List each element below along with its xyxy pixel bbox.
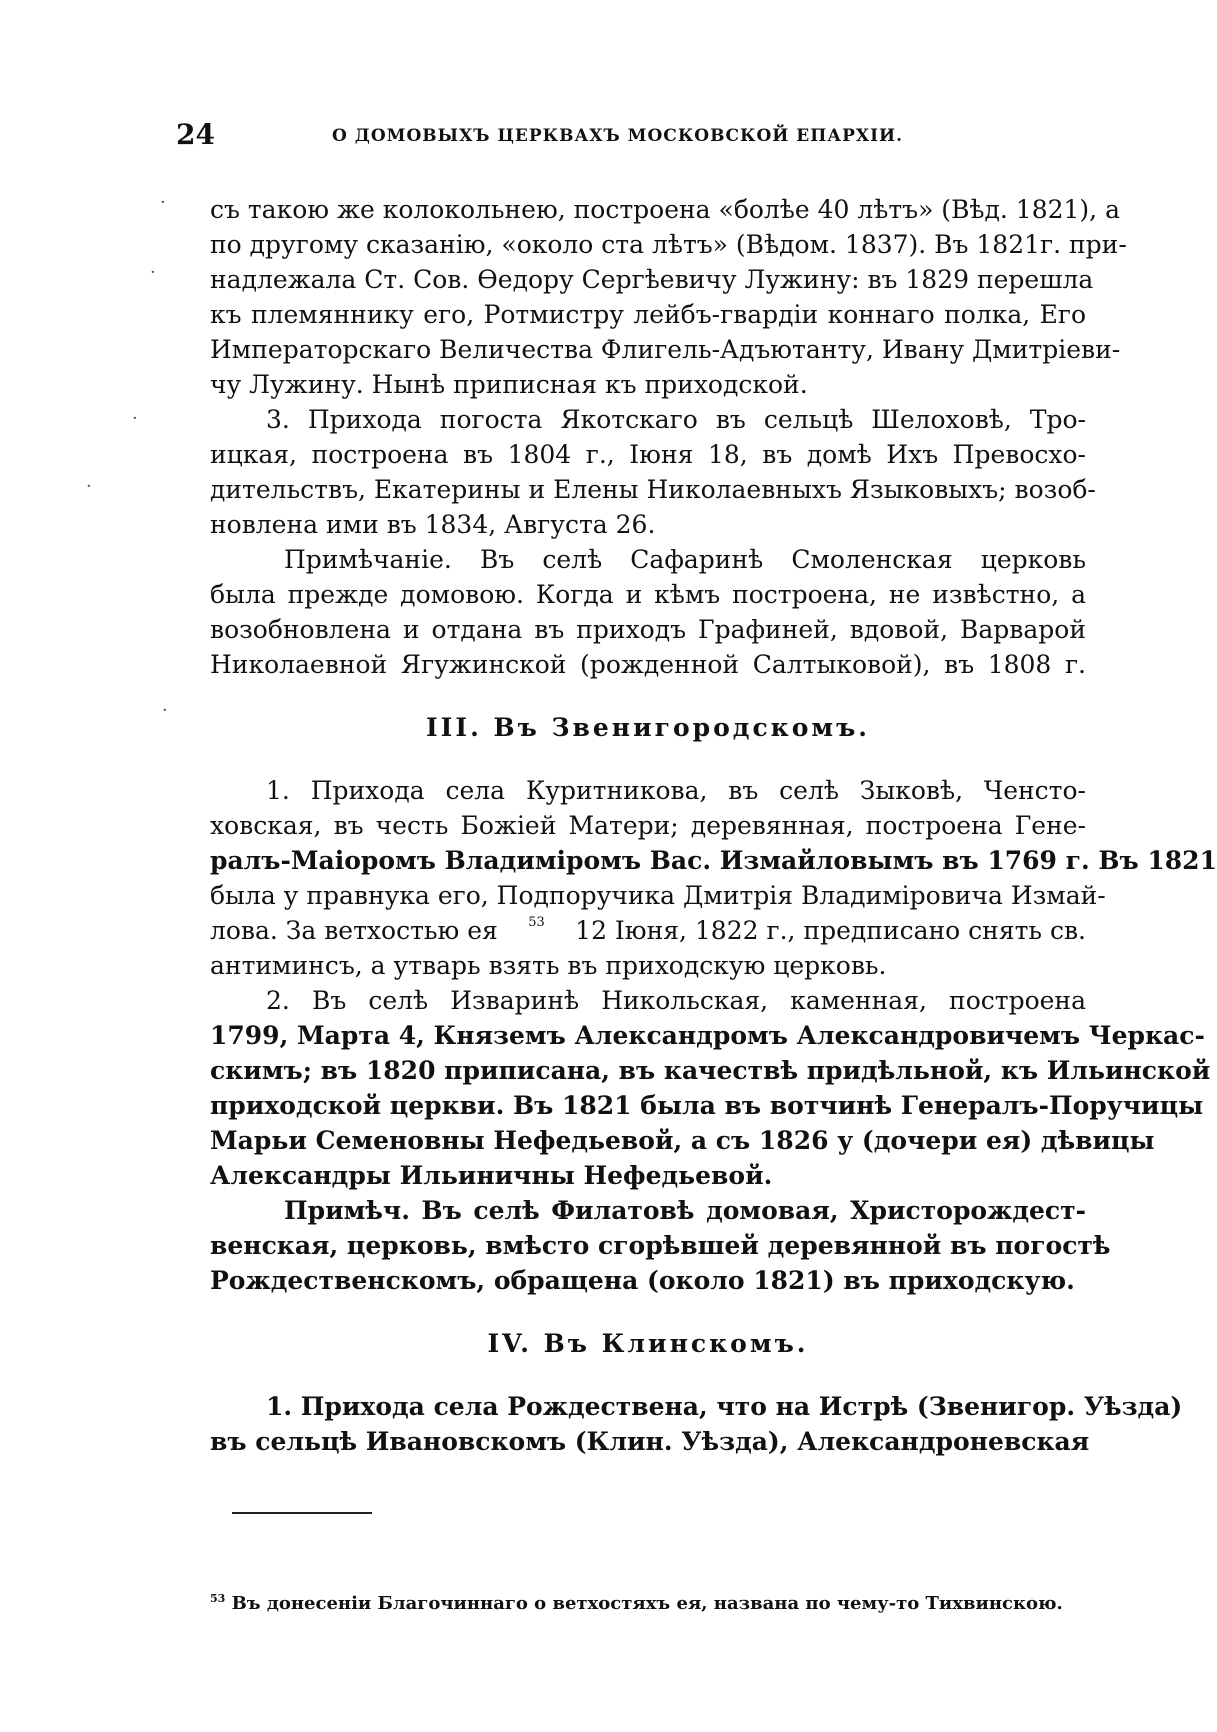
text-line: новлена ими въ 1834, Августа 26. bbox=[210, 510, 656, 539]
note-line: Рождественскомъ, обращена (около 1821) въ приходскую. bbox=[210, 1266, 1075, 1295]
text-line: приходской церкви. Въ 1821 была въ вотчинѣ Генералъ-Поручицы bbox=[210, 1091, 1204, 1120]
text-line: 1. Прихода села Куритникова, въ селѣ Зыковѣ, Ченсто- bbox=[266, 776, 1086, 805]
text-line: ховская, въ честь Божіей Матери; деревянная, построена Гене- bbox=[210, 811, 1086, 840]
text-line: чу Лужину. Нынѣ приписная къ приходской. bbox=[210, 370, 808, 399]
note-line: Примѣчаніе. Въ селѣ Сафаринѣ Смоленская церковь bbox=[284, 545, 1086, 574]
text-line: Александры Ильиничны Нефедьевой. bbox=[210, 1161, 773, 1190]
text-line: антиминсъ, а утварь взять въ приходскую церковь. bbox=[210, 951, 887, 980]
text-line: дительствъ, Екатерины и Елены Николаевныхъ Языковыхъ; возоб- bbox=[210, 475, 1096, 504]
text-line: была у правнука его, Подпоручика Дмитрія Владиміровича Измай- bbox=[210, 881, 1106, 910]
text-line: ицкая, построена въ 1804 г., Іюня 18, въ домѣ Ихъ Превосхо- bbox=[210, 440, 1086, 469]
margin-mark: · bbox=[150, 262, 156, 283]
running-title: О ДОМОВЫХЪ ЦЕРКВАХЪ МОСКОВСКОЙ ЕПАРХІИ. bbox=[332, 126, 904, 146]
footnote-text: Въ донесеніи Благочиннаго о ветхостяхъ ея, названа по чему-то Тихвинскою. bbox=[231, 1593, 1063, 1614]
text-line: по другому сказанію, «около ста лѣтъ» (Вѣдом. 1837). Въ 1821г. при- bbox=[210, 230, 1127, 259]
text-line: 2. Въ селѣ Изваринѣ Никольская, каменная, построена bbox=[266, 986, 1086, 1015]
footnote-reference: 53 bbox=[528, 915, 545, 930]
body-text bbox=[210, 192, 1217, 1459]
text-line: скимъ; въ 1820 приписана, въ качествѣ придѣльной, къ Ильинской bbox=[210, 1056, 1211, 1085]
text-line: 3. Прихода погоста Якотскаго въ сельцѣ Шелоховѣ, Тро- bbox=[266, 405, 1086, 434]
text-line: Марьи Семеновны Нефедьевой, а съ 1826 у (дочери ея) дѣвицы bbox=[210, 1126, 1155, 1155]
text-line: надлежала Ст. Сов. Ѳедору Сергѣевичу Лужину: въ 1829 перешла bbox=[210, 265, 1094, 294]
text-line-with-footnote-ref bbox=[210, 913, 1086, 948]
margin-mark: · bbox=[160, 192, 166, 213]
section-heading: IV. Въ Клинскомъ. bbox=[487, 1329, 809, 1358]
text-line: Императорскаго Величества Флигель-Адъютанту, Ивану Дмитріеви- bbox=[210, 335, 1121, 364]
text-line: 1799, Марта 4, Княземъ Александромъ Александровичемъ Черкас- bbox=[210, 1021, 1205, 1050]
note-line: венская, церковь, вмѣсто сгорѣвшей деревянной въ погостѣ bbox=[210, 1231, 1111, 1260]
text-fragment: лова. За ветхостью ея bbox=[210, 916, 498, 945]
margin-mark: · bbox=[132, 408, 138, 429]
page-header bbox=[176, 118, 1076, 154]
footnote bbox=[210, 1592, 1090, 1614]
text-fragment: 12 Іюня, 1822 г., предписано снять св. bbox=[575, 916, 1086, 945]
margin-mark: · bbox=[86, 476, 92, 497]
note-line: Примѣч. Въ селѣ Филатовѣ домовая, Христорождест- bbox=[284, 1196, 1086, 1225]
note-line: возобновлена и отдана въ приходъ Графиней, вдовой, Варварой bbox=[210, 615, 1086, 644]
section-heading: III. Въ Звенигородскомъ. bbox=[425, 713, 870, 742]
text-line: ралъ-Маіоромъ Владиміромъ Вас. Измайловымъ въ 1769 г. Въ 1821 bbox=[210, 846, 1217, 875]
note-line: была прежде домовою. Когда и кѣмъ построена, не извѣстно, а bbox=[210, 580, 1086, 609]
margin-mark: · bbox=[162, 700, 168, 721]
text-line: съ такою же колокольнею, построена «болѣе 40 лѣтъ» (Вѣд. 1821), а bbox=[210, 195, 1120, 224]
text-line: 1. Прихода села Рождествена, что на Истрѣ (Звенигор. Уѣзда) bbox=[266, 1392, 1183, 1421]
footnote-marker: 53 bbox=[210, 1592, 226, 1605]
note-line: Николаевной Ягужинской (рожденной Салтыковой), въ 1808 г. bbox=[210, 650, 1086, 679]
text-line: въ сельцѣ Ивановскомъ (Клин. Уѣзда), Александроневская bbox=[210, 1427, 1090, 1456]
text-line: къ племяннику его, Ротмистру лейбъ-гвардіи коннаго полка, Его bbox=[210, 300, 1086, 329]
page-number: 24 bbox=[176, 118, 215, 151]
footnote-divider bbox=[232, 1512, 372, 1514]
